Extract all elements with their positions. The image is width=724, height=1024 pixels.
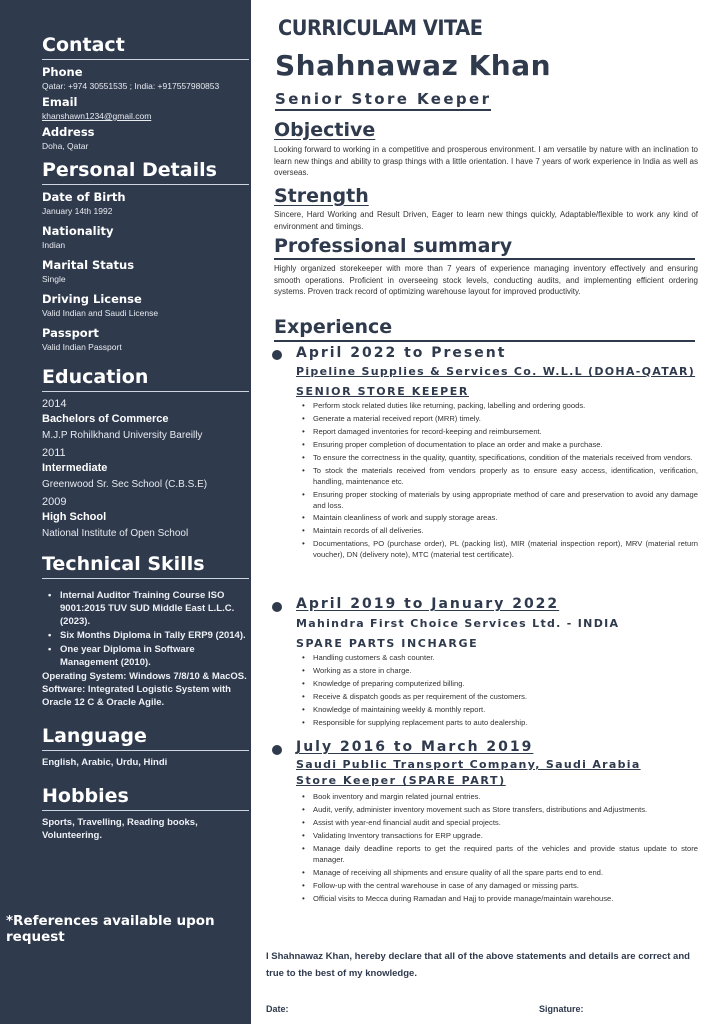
job-role: SPARE PARTS INCHARGE	[296, 637, 479, 650]
duty-item: • Maintain records of all deliveries.	[300, 526, 698, 537]
license-value: Valid Indian and Saudi License	[42, 308, 159, 318]
date-label: Date:	[266, 1004, 289, 1014]
contact-section	[0, 34, 251, 151]
skill-item: • Six Months Diploma in Tally ERP9 (2014).	[46, 629, 251, 642]
passport-label: Passport	[42, 326, 99, 340]
skill-item: • Internal Auditor Training Course ISO 9001:2015 TUV SUD Middle East L.L.C. (2023).	[46, 589, 251, 628]
job-company: Saudi Public Transport Company, Saudi Arabia	[296, 758, 641, 771]
job-date: April 2022 to Present	[296, 345, 507, 361]
license-label: Driving License	[42, 292, 142, 306]
dob-label: Date of Birth	[42, 190, 126, 204]
skills-section	[0, 553, 251, 709]
duty-item: • Knowledge of preparing computerized billing.	[300, 679, 698, 690]
address-value: Doha, Qatar	[42, 141, 89, 151]
duty-item: • To ensure the correctness in the quality, quantity, specifications, condition of the materials received from vendors.	[300, 453, 698, 464]
experience-heading: Experience	[274, 316, 393, 338]
declaration-text: I Shahnawaz Khan, hereby declare that all of the above statements and details are correct and true to the best of my knowledge.	[266, 951, 690, 979]
job-company: Mahindra First Choice Services Ltd. - INDIA	[296, 617, 620, 630]
duty-item: • Documentations, PO (purchase order), PL (packing list), MIR (material inspection report), MRV (material return voucher), DN (delivery note), MTC (material test certificate).	[300, 539, 698, 561]
hobbies-text: Sports, Travelling, Reading books, Volunteering.	[42, 817, 198, 841]
duty-item: • Report damaged inventories for record-keeping and reimbursement.	[300, 427, 698, 438]
education-title: Bachelors of Commerce	[42, 413, 169, 425]
duty-item: • Validating Inventory transactions for ERP upgrade.	[300, 831, 698, 842]
education-school: M.J.P Rohilkhand University Bareilly	[42, 430, 203, 441]
candidate-name: Shahnawaz Khan	[275, 49, 552, 82]
skill-item: • One year Diploma in Software Management (2010).	[46, 643, 251, 669]
address-label: Address	[42, 125, 95, 139]
duty-item: • Perform stock related duties like returning, packing, labelling and ordering goods.	[300, 401, 698, 412]
language-section	[0, 725, 251, 769]
job-bullet-icon	[272, 350, 282, 360]
education-school: Greenwood Sr. Sec School (C.B.S.E)	[42, 479, 208, 490]
education-year: 2009	[42, 496, 67, 508]
job-role: SENIOR STORE KEEPER	[296, 385, 469, 398]
objective-heading: Objective	[274, 119, 376, 141]
duty-item: • Responsible for supplying replacement parts to auto dealership.	[300, 718, 698, 729]
os-text: Operating System: Windows 7/8/10 & MacOS.	[42, 671, 247, 682]
email-label: Email	[42, 95, 78, 109]
duty-item: • Knowledge of maintaining weekly & monthly report.	[300, 705, 698, 716]
education-heading: Education	[42, 366, 249, 392]
duty-item: • To stock the materials received from vendors properly as to ensure easy access, identification, verification, handling, maintenance etc.	[300, 466, 698, 488]
education-item	[42, 496, 251, 539]
personal-heading: Personal Details	[42, 159, 249, 185]
job-company: Pipeline Supplies & Services Co. W.L.L (DOHA-QATAR)	[296, 365, 696, 378]
objective-text: Looking forward to working in a competitive and prosperous environment. I am versatile by nature with an inclination to learn new things and ability to grasp things with a little orientation. I have 7 years of work experience in India as well as overseas.	[274, 145, 698, 177]
job-role: Store Keeper (SPARE PART)	[296, 774, 506, 787]
duty-item: • Maintain cleanliness of work and supply storage areas.	[300, 513, 698, 524]
education-title: Intermediate	[42, 462, 108, 474]
experience-divider	[274, 340, 695, 342]
job-duties	[300, 401, 698, 563]
sidebar	[0, 0, 251, 1024]
education-school: National Institute of Open School	[42, 528, 189, 539]
education-item	[42, 398, 251, 441]
software-text: Software: Integrated Logistic System with Oracle 12 C & Oracle Agile.	[42, 684, 231, 708]
skills-heading: Technical Skills	[42, 553, 249, 579]
skills-list	[42, 589, 251, 669]
duty-item: • Audit, verify, administer inventory movement such as Store transfers, distributions and Adjustments.	[300, 805, 698, 816]
references-note: *References available upon request	[6, 913, 215, 945]
email-link[interactable]: khanshawn1234@gmail.com	[42, 111, 152, 121]
marital-label: Marital Status	[42, 258, 135, 272]
nationality-label: Nationality	[42, 224, 114, 238]
education-item	[42, 447, 251, 490]
job-duties	[300, 653, 698, 731]
duty-item: • Working as a store in charge.	[300, 666, 698, 677]
personal-section	[0, 159, 251, 352]
duty-item: • Follow-up with the central warehouse in case of any damaged or missing parts.	[300, 881, 698, 892]
duty-item: • Official visits to Mecca during Ramadan and Hajj to provide manage/maintain warehouse.	[300, 894, 698, 905]
education-year: 2014	[42, 398, 67, 410]
summary-text: Highly organized storekeeper with more than 7 years of experience managing inventory effectively and ensuring smooth operations. Proficient in overseeing stock levels, conducting audits, and implementing efficient ordering systems. Proven track record of optimizing warehouse layout for improved productivity.	[274, 264, 698, 296]
duty-item: • Book inventory and margin related journal entries.	[300, 792, 698, 803]
summary-heading: Professional summary	[274, 235, 513, 257]
job-date: April 2019 to January 2022	[296, 596, 560, 612]
job-bullet-icon	[272, 602, 282, 612]
summary-divider	[274, 258, 695, 260]
hobbies-heading: Hobbies	[42, 785, 249, 811]
phone-label: Phone	[42, 65, 83, 79]
duty-item: • Ensuring proper completion of documentation to place an order and make a purchase.	[300, 440, 698, 451]
candidate-role: Senior Store Keeper	[275, 90, 491, 111]
duty-item: • Generate a material received report (MRR) timely.	[300, 414, 698, 425]
hobbies-section	[0, 785, 251, 842]
strength-heading: Strength	[274, 185, 369, 207]
duty-item: • Assist with year-end financial audit and special projects.	[300, 818, 698, 829]
language-heading: Language	[42, 725, 249, 751]
duty-item: • Ensuring proper stocking of materials by using appropriate method of care and preservation to avoid any damage and loss.	[300, 490, 698, 512]
job-duties	[300, 792, 698, 907]
language-text: English, Arabic, Urdu, Hindi	[42, 757, 168, 768]
contact-heading: Contact	[42, 34, 249, 60]
education-year: 2011	[42, 447, 66, 459]
cv-title: CURRICULAM VITAE	[278, 16, 483, 40]
duty-item: • Receive & dispatch goods as per requirement of the customers.	[300, 692, 698, 703]
duty-item: • Handling customers & cash counter.	[300, 653, 698, 664]
marital-value: Single	[42, 274, 66, 284]
education-title: High School	[42, 511, 107, 523]
job-date: July 2016 to March 2019	[296, 739, 534, 755]
phone-value: Qatar: +974 30551535 ; India: +917557980853	[42, 81, 220, 91]
signature-label: Signature:	[539, 1004, 584, 1014]
passport-value: Valid Indian Passport	[42, 342, 122, 352]
education-section	[0, 366, 251, 539]
dob-value: January 14th 1992	[42, 206, 113, 216]
duty-item: • Manage of receiving all shipments and ensure quality of all the spare parts end to end.	[300, 868, 698, 879]
nationality-value: Indian	[42, 240, 66, 250]
job-bullet-icon	[272, 745, 282, 755]
duty-item: • Manage daily deadline reports to get the required parts of the vehicles and provide status update to store manager.	[300, 844, 698, 866]
strength-text: Sincere, Hard Working and Result Driven, Eager to learn new things quickly, Adaptable/flexible to work any kind of environment and timings.	[274, 210, 698, 231]
